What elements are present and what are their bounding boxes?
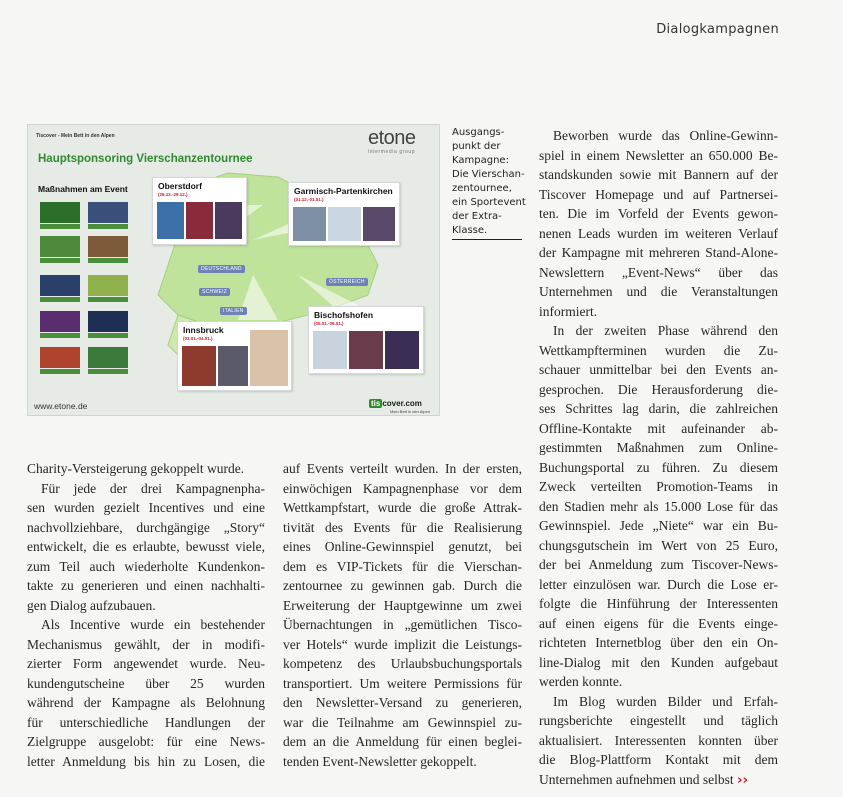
continue-arrow-icon: ›› [736, 771, 749, 788]
measure-photo [88, 347, 128, 368]
measure-photo [88, 202, 128, 223]
figure-title: Hauptsponsoring Vierschanzentournee [38, 153, 253, 165]
venue-photo [157, 202, 184, 239]
text-line: den Stadien mehr als 15.000 Lose für das [539, 498, 778, 514]
text-line: Für jede der drei Kampagnenpha- [41, 480, 265, 496]
text-line: tenden Event-Newsletter gekoppelt. [283, 753, 477, 769]
text-line: Unternehmen aufnehmen und selbst [539, 771, 734, 787]
measure-caption-bar [88, 333, 128, 338]
text-line: spiel in einem Newsletter an 650.000 Be- [539, 147, 778, 163]
text-line: nachvollziehbare, durchgängige „Story“ [27, 519, 265, 535]
text-line: rungsberichte eingestellt und täglich [539, 713, 778, 728]
text-line: folgte die Hinführung der Interessenten [539, 596, 778, 611]
text-line: den Newsletter-Versand zu generieren, [283, 695, 522, 710]
text-line: Newslettern „Event-News“ über das [539, 264, 778, 280]
text-line: standskunden sowie mit Bannern auf der [539, 167, 778, 182]
measure-photo [40, 311, 80, 332]
text-line: takte zu generieren und einen nachhalti- [27, 578, 265, 593]
text-line: ten. Die im Vorfeld der Events gewon- [539, 206, 778, 221]
venue-panel-oberstdorf [152, 177, 247, 245]
text-line: Tiscover Homepage und auf Partnersei- [539, 186, 778, 202]
venue-panel-garmisch [288, 182, 400, 246]
etone-logo: etone [368, 127, 416, 149]
country-label-italy: ITALIEN [220, 307, 247, 315]
tiscover-logo-subtitle: Mein Bett in den Alpen [390, 409, 431, 414]
text-line: Im Blog wurden Bilder und Erfah- [553, 693, 778, 709]
text-line: dem an die Anmeldung für einen beglei- [283, 734, 522, 749]
text-line: auf Events verteilt wurden. In der ersten, [283, 461, 522, 476]
venue-photo [186, 202, 213, 239]
measure-photo [40, 202, 80, 223]
text-line: schauer unmittelbar bei den Events an- [539, 362, 778, 377]
figure-topbar: Tiscover - Mein Bett in den Alpen [36, 133, 115, 139]
venue-name: Oberstdorf [158, 181, 202, 191]
measure-caption-bar [40, 369, 80, 374]
text-line: zentournee zu gewinnen gab. Durch die [283, 578, 522, 593]
measure-caption-bar [40, 258, 80, 263]
measure-caption-bar [88, 258, 128, 263]
text-line: ver Hotels“ wurde implizit die Leistungs- [283, 636, 522, 652]
text-line: ses Schrittes lag darin, die zahlreichen [539, 401, 778, 416]
text-line: eines Online-Gewinnspiel genutzt, bei [283, 539, 522, 554]
text-line: Gewinnspiel. Jede „Niete“ war ein Bu- [539, 518, 778, 533]
text-line: Offline-Kontakte mit aufeinander ab- [539, 420, 778, 436]
venue-date: (28.12.-29.12.) [158, 192, 188, 197]
venue-photo [215, 202, 242, 239]
text-line: Übernachtungen in „gemütlichen Tisco- [283, 617, 522, 632]
text-line: zierter Form angewendet wurde. Neu- [27, 656, 265, 671]
text-line: Beworben wurde das Online-Gewinn- [553, 128, 778, 143]
text-line: Als Incentive wurde ein bestehender [41, 617, 265, 632]
measure-photo [40, 236, 80, 257]
country-label-germany: DEUTSCHLAND [198, 265, 245, 273]
text-line: transportiert. Um weitere Permissions für [283, 675, 522, 691]
text-line: Unternehmen und die Veranstaltungen [539, 284, 778, 299]
venue-photo [385, 331, 419, 369]
venue-name: Innsbruck [183, 325, 224, 335]
text-line: In der zweiten Phase während den [553, 323, 778, 338]
caption-line: Ausgangs- [452, 127, 505, 138]
text-line: werden konnte. [539, 674, 623, 689]
text-line: für unterschiedliche Handlungen der [27, 714, 265, 730]
measure-photo [88, 311, 128, 332]
text-line: Zielgruppe ausgelobt: für eine News- [27, 734, 265, 749]
text-line: gen Dialog aufzubauen. [27, 597, 156, 613]
text-line: die Blog-Plattform Kontakt mit dem [539, 752, 778, 767]
caption-line: zentournee, [452, 183, 512, 194]
section-header: Dialogkampagnen [656, 22, 779, 37]
venue-photo [250, 330, 288, 386]
text-line: der bei Anmeldung zum Tiscover-News- [539, 557, 778, 572]
figure-subtitle: Maßnahmen am Event [38, 184, 128, 194]
measure-caption-bar [40, 224, 80, 229]
caption-line: Klasse. [452, 225, 488, 236]
text-column-3 [539, 126, 778, 789]
measure-photo [40, 347, 80, 368]
text-line: tivität des Events für die Realisierung [283, 519, 522, 535]
text-line: entwickelt, die es erlaubte, bewusst viele, [27, 539, 265, 554]
venue-date: (03.01.-04.01.) [183, 336, 213, 341]
text-line: informiert. [539, 303, 598, 319]
venue-panel-innsbruck [177, 321, 292, 391]
text-column-1 [27, 459, 265, 771]
venue-photo [328, 207, 361, 241]
venue-panel-bischofshofen [308, 306, 424, 374]
text-column-2 [283, 459, 522, 771]
measure-photo [40, 275, 80, 296]
country-label-switzerland: SCHWEIZ [199, 288, 230, 296]
text-line: während der Kampagne als Belohnung [27, 695, 265, 710]
text-line: Erweiterung der Hauptgewinne um zwei [283, 597, 522, 613]
text-line-with-continue [539, 770, 778, 790]
measure-caption-bar [88, 297, 128, 302]
text-line: gestimmten Maßnahmen zum Online- [539, 440, 778, 455]
text-line: kundengutscheine über 25 wurden [27, 675, 265, 691]
measure-caption-bar [40, 297, 80, 302]
text-line: Zweck verteilten Promotion-Teams in [539, 479, 778, 494]
measure-caption-bar [88, 369, 128, 374]
venue-photo [218, 346, 248, 386]
country-label-austria: ÖSTERREICH [326, 278, 368, 286]
text-line: auf einen eigens für die Events einge- [539, 615, 778, 631]
text-line: letter Anmeldung bis hin zu Losen, die [27, 753, 265, 769]
venue-name: Garmisch-Partenkirchen [294, 186, 393, 196]
text-line: line-Dialog mit den Kunden aufgebaut [539, 654, 778, 670]
text-line: Mechanismus gewählt, der in modifi- [27, 636, 265, 652]
venue-photo [349, 331, 383, 369]
text-line: aktualisiert. Interessenten konnten über [539, 732, 778, 748]
venue-name: Bischofshofen [314, 310, 374, 320]
text-line: Wettkampfterminen wurden die Zu- [539, 342, 778, 358]
venue-photo [182, 346, 216, 386]
measure-photo [88, 236, 128, 257]
text-line: Wettkampfstart, wurde die große Attrak- [283, 500, 522, 515]
text-line: einwöchigen Kampagnenphase vor dem [283, 480, 522, 496]
campaign-figure [27, 124, 440, 416]
text-line: war die Teilnahme am Gewinnspiel zu- [283, 714, 522, 730]
venue-date: (05.01.-06.01.) [314, 321, 344, 326]
measure-caption-bar [40, 333, 80, 338]
text-line: Charity-Versteigerung gekoppelt wurde. [27, 461, 245, 476]
caption-line: ein Sportevent [452, 197, 526, 208]
venue-photo [293, 207, 326, 241]
text-line: nenen Leads wurden im weiteren Verlauf [539, 225, 778, 241]
text-line: chungsgutschein im Wert von 25 Euro, [539, 537, 778, 553]
text-line: dem es VIP-Tickets für die Vierschan- [283, 558, 522, 574]
etone-logo-subtitle: intermedia group [368, 149, 416, 155]
caption-line: der Extra- [452, 211, 502, 222]
caption-line: punkt der [452, 141, 501, 152]
measure-photo [88, 275, 128, 296]
text-line: der Kampagne mit mehreren Stand-Alone- [539, 245, 778, 260]
tiscover-logo: tis cover.com [371, 399, 422, 408]
venue-photo [363, 207, 395, 241]
venue-date: (31.12.-01.01.) [294, 197, 324, 202]
text-line: sen wurden gezielt Incentives und eine [27, 500, 265, 515]
text-line: letter einzulösen war. Durch die Lose er- [539, 576, 778, 592]
caption-line: Kampagne: [452, 155, 509, 166]
text-line: zum Teil auch wiederholte Kundenkon- [27, 558, 265, 574]
figure-caption [452, 126, 526, 240]
figure-url: www.etone.de [34, 401, 88, 411]
text-line: gesprochen. Die Herausforderung die- [539, 381, 778, 397]
measure-caption-bar [88, 224, 128, 229]
venue-photo [313, 331, 347, 369]
text-line: richteten Internetblog über den ein On- [539, 635, 778, 650]
caption-line: Die Vierschan- [452, 169, 525, 180]
text-line: Buchungsportal zu führen. Zu diesem [539, 459, 778, 475]
text-line: kompetenz des Urlaubsbuchungsportals [283, 656, 522, 671]
